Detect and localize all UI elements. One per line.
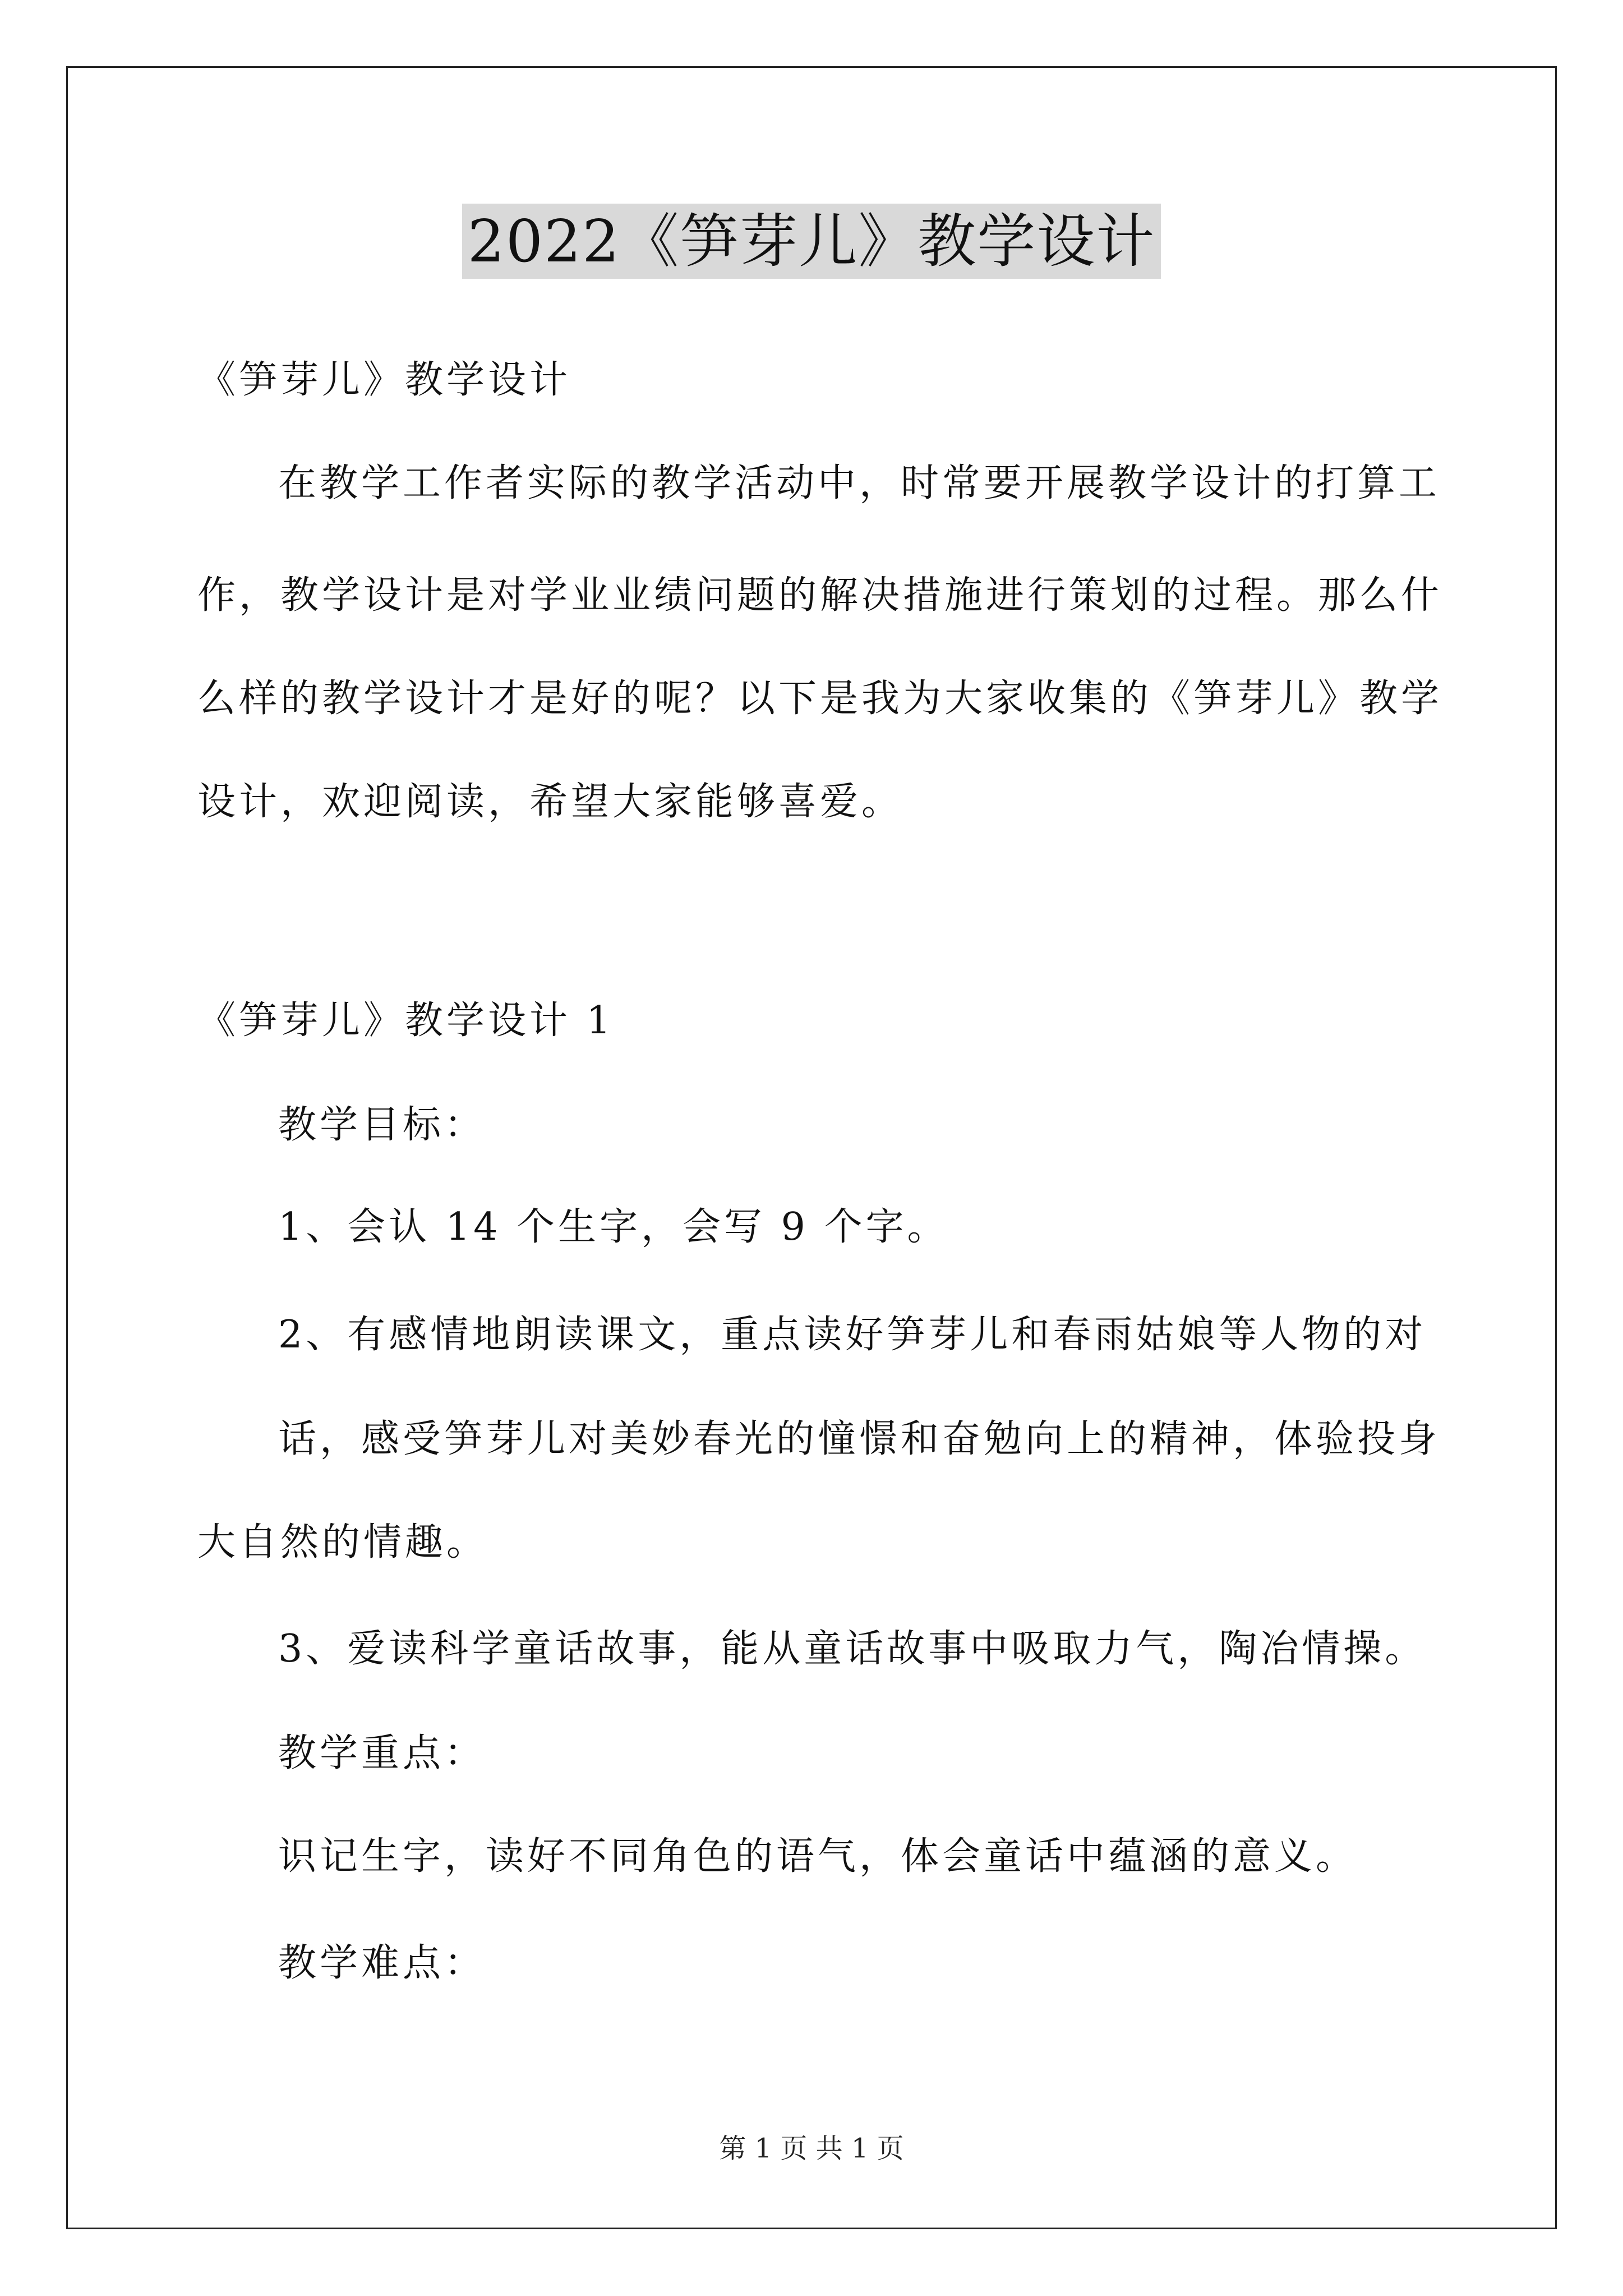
objective-2-line-2: 话，感受笋芽儿对美妙春光的憧憬和奋勉向上的精神，体验投身 xyxy=(278,1417,1441,1461)
intro-paragraph-line-1: 在教学工作者实际的教学活动中，时常要开展教学设计的打算工 xyxy=(278,461,1441,505)
document-title xyxy=(0,202,1623,280)
document-title-text: 2022《笋芽儿》教学设计 xyxy=(462,204,1161,279)
intro-paragraph-line-3: 么样的教学设计才是好的呢？以下是我为大家收集的《笋芽儿》教学 xyxy=(197,677,1443,721)
objectives-heading: 教学目标： xyxy=(278,1103,486,1147)
key-points-text: 识记生字，读好不同角色的语气，体会童话中蕴涵的意义。 xyxy=(278,1834,1358,1879)
objective-2-line-1: 2、有感情地朗读课文，重点读好笋芽儿和春雨姑娘等人物的对 xyxy=(278,1313,1427,1357)
difficulty-heading: 教学难点： xyxy=(278,1941,486,1985)
objective-3: 3、爱读科学童话故事，能从童话故事中吸取力气，陶冶情操。 xyxy=(278,1627,1427,1671)
page-footer: 第 1 页 共 1 页 xyxy=(719,2133,904,2164)
intro-paragraph-line-4: 设计，欢迎阅读，希望大家能够喜爱。 xyxy=(197,780,903,824)
intro-paragraph-line-2: 作，教学设计是对学业业绩问题的解决措施进行策划的过程。那么什 xyxy=(197,573,1443,618)
key-points-heading: 教学重点： xyxy=(278,1731,486,1775)
objective-2-line-3: 大自然的情趣。 xyxy=(197,1520,488,1565)
objective-1: 1、会认 14 个生字，会写 9 个字。 xyxy=(278,1205,949,1249)
section-heading: 《笋芽儿》教学设计 1 xyxy=(197,999,614,1043)
document-subtitle: 《笋芽儿》教学设计 xyxy=(197,358,571,402)
